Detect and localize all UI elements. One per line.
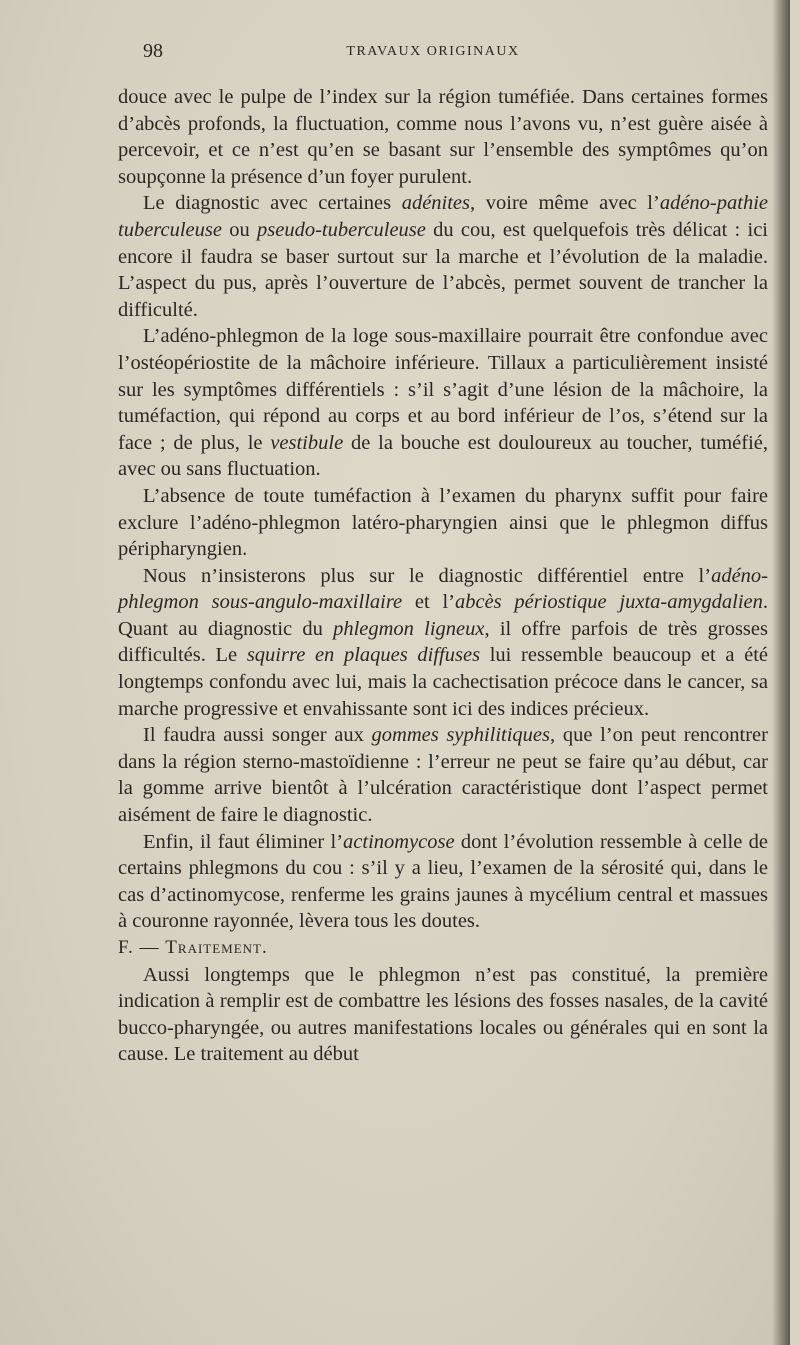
text-run: Le diagnostic avec certaines: [143, 192, 402, 215]
page-edge-shadow: [772, 0, 790, 1345]
italic-term: adéno-pathie tuberculeuse: [118, 192, 768, 241]
page-body: [118, 84, 768, 1068]
italic-term: gommes syphilitiques: [371, 724, 551, 747]
text-run: douce avec le pulpe de l’index sur la région tuméfiée. Dans certaines formes d’abcès profonds, la fluctuation, comme nous l’avons vu, n’est guère aisée à percevoir, et ce n’est qu’en se basant sur l’ensemble des symptômes qu’on soupçonne la présence d’un foyer purulent.: [118, 86, 768, 188]
paragraph: [118, 323, 768, 483]
text-run: L’adéno-phlegmon de la loge sous-maxillaire pourrait être confondue avec l’ostéopériostite de la mâchoire inférieure. Tillaux a particulièrement insisté sur les symptômes différentiels : s’il s’agit d’une lésion de la mâchoire, la tuméfaction, qui répond au corps et au bord inférieur de l’os, s’étend sur la face ; de plus, le: [118, 325, 768, 454]
italic-term: adéno-phlegmon sous-angulo-maxillaire: [118, 564, 768, 614]
italic-term: abcès périostique juxta-amygdalien: [454, 591, 763, 614]
section-label: F. —: [118, 937, 166, 958]
text-run: , il offre parfois de très grosses difficultés. Le: [118, 617, 768, 667]
italic-term: adénites: [401, 192, 471, 215]
text-run: du cou, est quelquefois très délicat : ici encore il faudra se baser surtout sur la marche et l’évolution de la maladie. L’aspect du pus, après l’ouverture de l’abcès, permet souvent de trancher la difficulté.: [118, 218, 768, 321]
italic-term: vestibule: [270, 431, 344, 454]
text-run: lui ressemble beaucoup et a été longtemps confondu avec lui, mais la cachectisation précoce dans le cancer, sa marche progressive et envahissante sont ici des indices précieux.: [118, 644, 768, 720]
italic-term: actinomycose: [343, 830, 455, 853]
text-run: Nous n’insisterons plus sur le diagnostic différentiel entre l’: [143, 564, 712, 587]
page-header: [143, 40, 763, 64]
text-run: ou: [221, 218, 257, 241]
paragraph: [118, 84, 768, 190]
italic-term: squirre en plaques diffuses: [246, 644, 481, 667]
paragraph: [118, 829, 768, 935]
text-run: , voire même avec l’: [470, 192, 660, 215]
text-run: de la bouche est douloureux au toucher, tuméfié, avec ou sans fluctuation.: [118, 431, 769, 481]
text-run: Il faudra aussi songer aux: [143, 724, 372, 747]
text-run: , que l’on peut rencontrer dans la région sterno-mastoïdienne : l’erreur ne peut se faire qu’au début, car la gomme arrive bientôt à l’ulcération caractéristique dont l’aspect permet aisément de faire le diagnostic.: [118, 724, 768, 827]
closing-paragraph: Aussi longtemps que le phlegmon n’est pas constitué, la première indication à remplir est de combattre les lésions des fosses nasales, de la cavité bucco-pharyngée, ou autres manifestations locales ou générales qui en sont la cause. Le traitement au début: [118, 963, 768, 1066]
section-heading: [118, 935, 768, 962]
section-title: Traitement.: [165, 937, 268, 958]
text-run: dont l’évolution ressemble à celle de certains phlegmons du cou : s’il y a lieu, l’examen de la sérosité qui, dans le cas d’actinomycose, renferme les grains jaunes à mycélium central et massues à couronne rayonnée, lèvera tous les doutes.: [118, 830, 769, 933]
page-number: 98: [143, 40, 163, 62]
italic-term: pseudo-tuberculeuse: [257, 218, 426, 241]
text-run: L’absence de toute tuméfaction à l’examen du pharynx suffit pour faire exclure l’adéno-phlegmon latéro-pharyngien ainsi que le phlegmon diffus péripharyngien.: [118, 484, 768, 561]
paragraph: [118, 722, 768, 828]
paragraph: [118, 190, 768, 323]
text-run: et l’: [402, 591, 455, 614]
running-title: TRAVAUX ORIGINAUX: [346, 44, 520, 59]
text-run: . Quant au diagnostic du: [118, 591, 768, 640]
paragraph-list: [118, 84, 768, 935]
italic-term: phlegmon ligneux: [333, 617, 485, 640]
paragraph: [118, 563, 768, 723]
paragraph: [118, 483, 768, 563]
text-run: Enfin, il faut éliminer l’: [143, 830, 344, 853]
